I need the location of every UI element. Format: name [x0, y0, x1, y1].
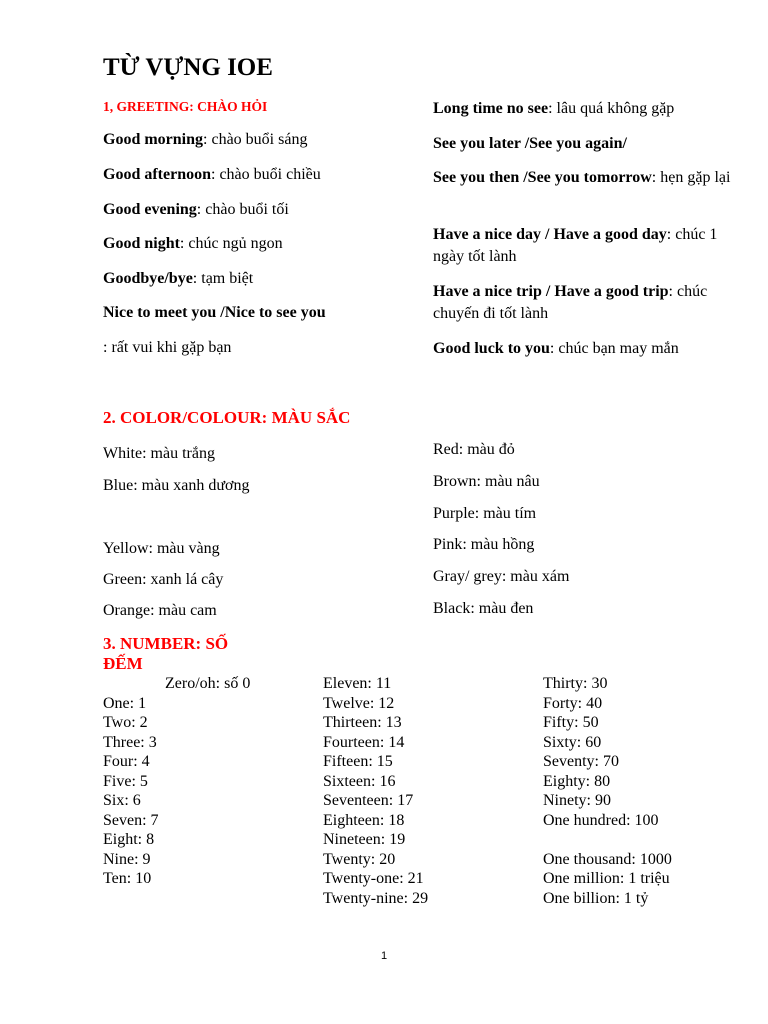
- color-item: Red: màu đỏ: [433, 441, 515, 458]
- greeting-item: See you then /See you tomorrow: hẹn gặp lại: [433, 169, 731, 186]
- number-item: One hundred: 100: [543, 811, 659, 829]
- color-item: Orange: màu cam: [103, 602, 217, 619]
- greeting-item: Goodbye/bye: tạm biệt: [103, 270, 254, 287]
- color-item: Yellow: màu vàng: [103, 540, 220, 557]
- greeting-item: Good afternoon: chào buổi chiều: [103, 166, 321, 183]
- number-item: Twenty-nine: 29: [323, 889, 429, 907]
- number-item: Eighteen: 18: [323, 811, 405, 829]
- number-item: Two: 2: [103, 714, 148, 731]
- color-item: Gray/ grey: màu xám: [433, 568, 570, 585]
- greeting-item: Have a nice trip / Have a good trip: chúc chuyến đi tốt lành: [433, 283, 708, 322]
- greeting-item: Good morning: chào buổi sáng: [103, 131, 308, 148]
- number-column-1: [103, 674, 250, 889]
- number-item: Sixty: 60: [543, 733, 602, 751]
- number-item: Four: 4: [103, 753, 150, 770]
- page-title: TỪ VỰNG IOE: [103, 54, 273, 81]
- number-heading: 3. NUMBER: SỐ ĐẾM: [103, 634, 229, 673]
- number-item: Fifty: 50: [543, 714, 599, 731]
- color-heading: 2. COLOR/COLOUR: MÀU SẮC: [103, 408, 351, 427]
- color-item: Blue: màu xanh dương: [103, 477, 250, 494]
- number-item: Nineteen: 19: [323, 831, 406, 848]
- number-item: One billion: 1 tỷ: [543, 889, 649, 907]
- number-item: Seventy: 70: [543, 753, 619, 770]
- color-item: Black: màu đen: [433, 600, 534, 617]
- greeting-item: See you later /See you again/: [433, 135, 627, 152]
- number-column-2: [323, 674, 428, 908]
- number-item: Seven: 7: [103, 811, 159, 829]
- color-item: Brown: màu nâu: [433, 473, 540, 490]
- number-item: Sixteen: 16: [323, 772, 396, 790]
- number-column-3: [543, 674, 672, 908]
- page-number: 1: [380, 950, 388, 962]
- number-item: Six: 6: [103, 792, 141, 809]
- number-item: Twelve: 12: [323, 694, 395, 712]
- number-item: Seventeen: 17: [323, 792, 414, 809]
- color-item: Green: xanh lá cây: [103, 571, 224, 588]
- number-item: Zero/oh: số 0: [165, 675, 251, 692]
- number-item: Thirteen: 13: [323, 714, 402, 731]
- number-item: Thirty: 30: [543, 675, 608, 692]
- number-item: Eighty: 80: [543, 772, 611, 790]
- color-item: Purple: màu tím: [433, 505, 537, 522]
- number-item: One million: 1 triệu: [543, 870, 670, 887]
- number-item: Ten: 10: [103, 870, 152, 887]
- greeting-item: Nice to meet you /Nice to see you: [103, 304, 326, 321]
- greeting-item: : rất vui khi gặp bạn: [103, 339, 232, 356]
- number-item: Nine: 9: [103, 850, 151, 868]
- number-item: Fourteen: 14: [323, 733, 405, 751]
- number-item: Ninety: 90: [543, 792, 611, 809]
- greeting-item: Good evening: chào buổi tối: [103, 201, 289, 218]
- color-item: Pink: màu hồng: [433, 536, 535, 553]
- greeting-heading: 1, GREETING: CHÀO HỎI: [103, 99, 268, 114]
- greeting-item: Good luck to you: chúc bạn may mắn: [433, 340, 679, 357]
- number-item: One thousand: 1000: [543, 850, 672, 868]
- number-item: Eleven: 11: [323, 675, 392, 692]
- greeting-item: Have a nice day / Have a good day: chúc 1 ngày tốt lành: [433, 226, 718, 265]
- number-spacer: [543, 830, 672, 850]
- number-item: Forty: 40: [543, 694, 603, 712]
- number-item: Twenty-one: 21: [323, 870, 424, 887]
- greeting-item: Good night: chúc ngủ ngon: [103, 235, 283, 252]
- number-item: Fifteen: 15: [323, 753, 393, 770]
- number-item: Twenty: 20: [323, 850, 396, 868]
- number-item: One: 1: [103, 694, 147, 712]
- color-item: White: màu trắng: [103, 445, 215, 462]
- number-item: Five: 5: [103, 772, 148, 790]
- number-item: Three: 3: [103, 733, 157, 751]
- greeting-item: Long time no see: lâu quá không gặp: [433, 100, 675, 117]
- number-item: Eight: 8: [103, 831, 155, 848]
